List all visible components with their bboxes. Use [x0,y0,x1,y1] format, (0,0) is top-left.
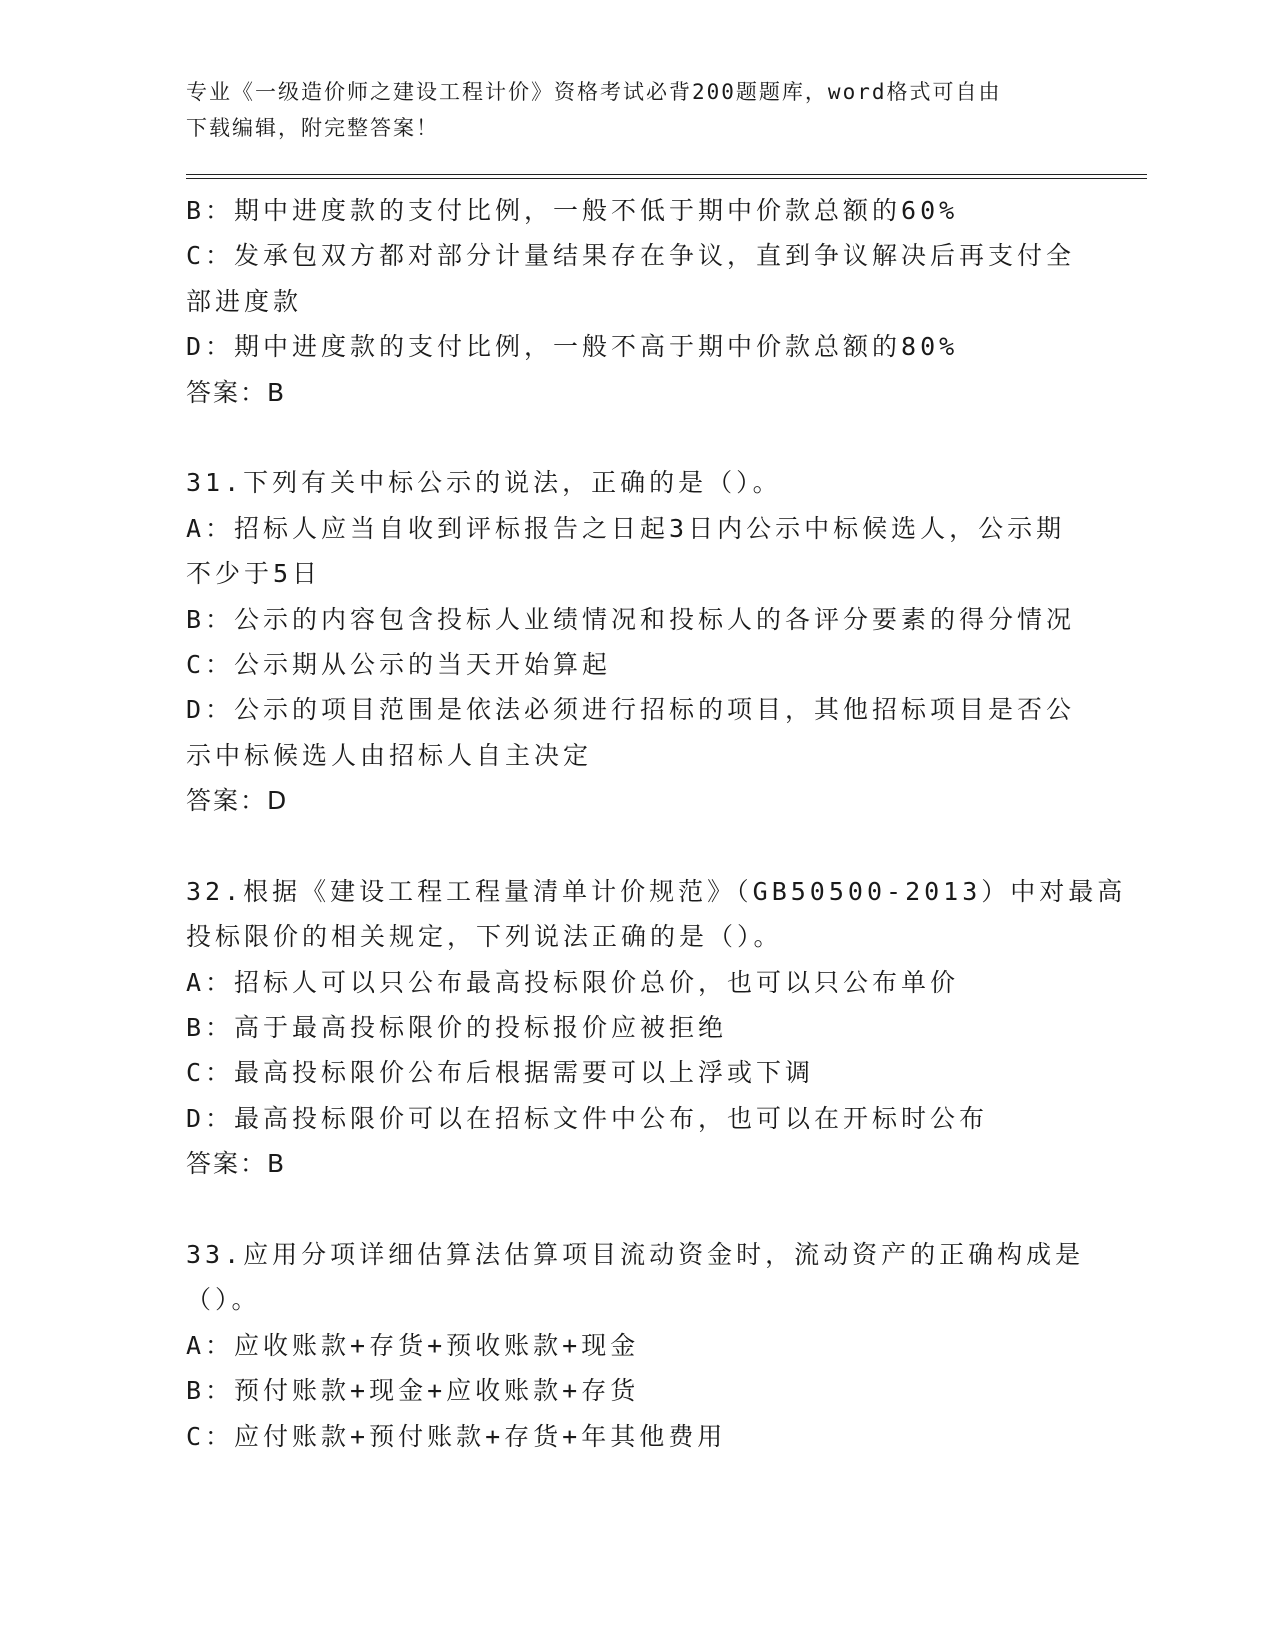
question-block [186,1232,1085,1459]
option-line: B：期中进度款的支付比例，一般不低于期中价款总额的60% [186,196,959,225]
question-stem: 33.应用分项详细估算法估算项目流动资金时，流动资产的正确构成是 [186,1239,1085,1269]
option-line: D：最高投标限价可以在招标文件中公布，也可以在开标时公布 [186,1103,989,1133]
question-block [186,188,1076,415]
option-line: C：公示期从公示的当天开始算起 [186,649,612,679]
header-line-1: 专业《一级造价师之建设工程计价》资格考试必背200题题库，word格式可自由 [186,80,1002,104]
question-block [186,869,1127,1187]
question-stem: 投标限价的相关规定，下列说法正确的是（）。 [186,922,783,952]
question-stem: （）。 [186,1285,261,1315]
spacer [186,1187,1066,1232]
spacer [186,823,1066,868]
option-line: 不少于5日 [186,559,322,589]
option-line: D：公示的项目范围是依法必须进行招标的项目，其他招标项目是否公 [186,695,1076,725]
option-line: D：期中进度款的支付比例，一般不高于期中价款总额的80% [186,332,959,362]
option-line: B：预付账款+现金+应收账款+存货 [186,1376,640,1406]
page-header [186,74,1086,146]
option-line: A：应收账款+存货+预收账款+现金 [186,1330,640,1360]
header-divider [186,174,1147,179]
option-line: 部进度款 [186,286,303,316]
option-line: B：高于最高投标限价的投标报价应被拒绝 [186,1013,728,1043]
option-line: A：招标人应当自收到评标报告之日起3日内公示中标候选人，公示期 [186,513,1066,543]
answer-line: 答案：D [186,786,289,816]
option-line: 示中标候选人由招标人自主决定 [186,740,593,770]
answer-line: 答案：B [186,377,287,407]
option-line: C：应付账款+预付账款+存货+年其他费用 [186,1421,727,1451]
option-line: B：公示的内容包含投标人业绩情况和投标人的各评分要素的得分情况 [186,604,1076,634]
question-block [186,460,1076,823]
option-line: C：发承包双方都对部分计量结果存在争议，直到争议解决后再支付全 [186,241,1076,271]
question-stem: 32.根据《建设工程工程量清单计价规范》（GB50500-2013）中对最高 [186,876,1127,906]
header-line-2: 下载编辑，附完整答案！ [186,116,439,140]
option-line: C：最高投标限价公布后根据需要可以上浮或下调 [186,1058,815,1088]
document-body [186,188,1127,1459]
spacer [186,415,1066,460]
question-stem: 31.下列有关中标公示的说法，正确的是（）。 [186,468,782,498]
answer-line: 答案：B [186,1149,287,1179]
option-line: A：招标人可以只公布最高投标限价总价，也可以只公布单价 [186,967,960,997]
